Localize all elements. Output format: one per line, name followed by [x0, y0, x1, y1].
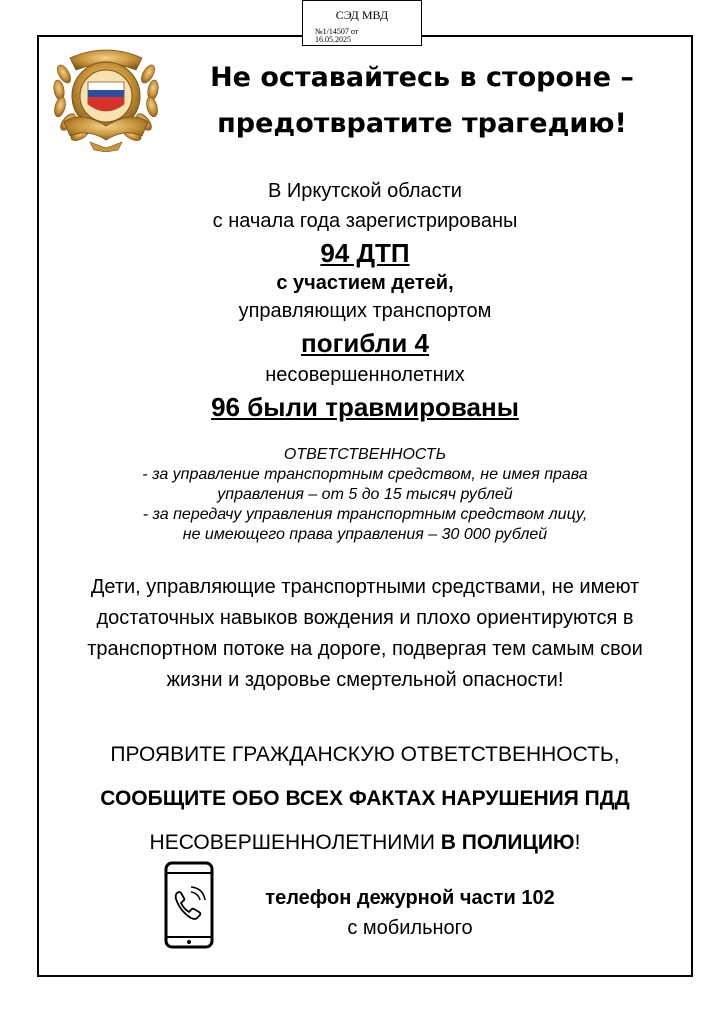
duty-phone-number: телефон дежурной части 102: [265, 887, 555, 909]
headline-line-1: Не оставайтесь в стороне –: [210, 62, 634, 93]
paragraph-line-2: достаточных навыков вождения и плохо ориентируются в: [96, 607, 634, 629]
traffic-police-emblem-icon: [50, 44, 162, 152]
responsibility-item-1-line-1: - за управление транспортным средством, не имея права: [142, 466, 588, 483]
paragraph-line-1: Дети, управляющие транспортными средствами, не имеют: [90, 576, 640, 598]
appeal-line-3-bold: В ПОЛИЦИЮ: [440, 831, 575, 854]
responsibility-heading: ОТВЕТСТВЕННОСТЬ: [283, 446, 447, 463]
responsibility-block: [40, 445, 690, 545]
headline: [162, 55, 682, 147]
appeal-line-2: СООБЩИТЕ ОБО ВСЕХ ФАКТАХ НАРУШЕНИЯ ПДД: [100, 787, 630, 810]
stats-region: В Иркутской области: [268, 180, 462, 202]
appeal-line-3-end: !: [574, 831, 581, 854]
appeal-line-3: [40, 821, 690, 865]
responsibility-item-1-line-2: управления – от 5 до 15 тысяч рублей: [217, 486, 513, 503]
stats-minors: несовершеннолетних: [265, 364, 465, 386]
mobile-note: с мобильного: [347, 917, 473, 939]
appeal-line-3-normal: НЕСОВЕРШЕННОЛЕТНИМИ: [149, 831, 441, 854]
stamp-reg-date: 16.05.2025: [315, 35, 351, 44]
mobile-phone-icon: [164, 861, 214, 949]
statistics-block: [40, 176, 690, 424]
responsibility-item-2-line-1: - за передачу управления транспортным средством лицу,: [142, 506, 588, 523]
stats-killed: погибли 4: [301, 328, 429, 358]
stamp-title: СЭД МВД: [335, 8, 389, 22]
stats-children: с участием детей,: [276, 272, 454, 294]
stats-injured: 96 были травмированы: [211, 392, 519, 422]
headline-line-2: предотвратите трагедию!: [217, 108, 627, 139]
stats-accidents: 94 ДТП: [320, 238, 410, 268]
paragraph-line-4: жизни и здоровье смертельной опасности!: [166, 669, 564, 691]
registration-stamp: [302, 0, 422, 46]
stamp-registration: [315, 28, 358, 44]
responsibility-item-2-line-2: не имеющего права управления – 30 000 рублей: [182, 526, 548, 543]
warning-paragraph: [52, 572, 678, 696]
stats-registered: с начала года зарегистрированы: [212, 210, 518, 232]
stamp-reg-number: №1/14507 от: [315, 27, 359, 36]
paragraph-line-3: транспортном потоке на дороге, подвергая тем самым свои: [87, 638, 643, 660]
appeal-line-1: ПРОЯВИТЕ ГРАЖДАНСКУЮ ОТВЕТСТВЕННОСТЬ,: [110, 743, 620, 766]
stats-driving: управляющих транспортом: [238, 300, 492, 322]
contact-block: [220, 883, 600, 943]
appeal-block: [40, 733, 690, 865]
